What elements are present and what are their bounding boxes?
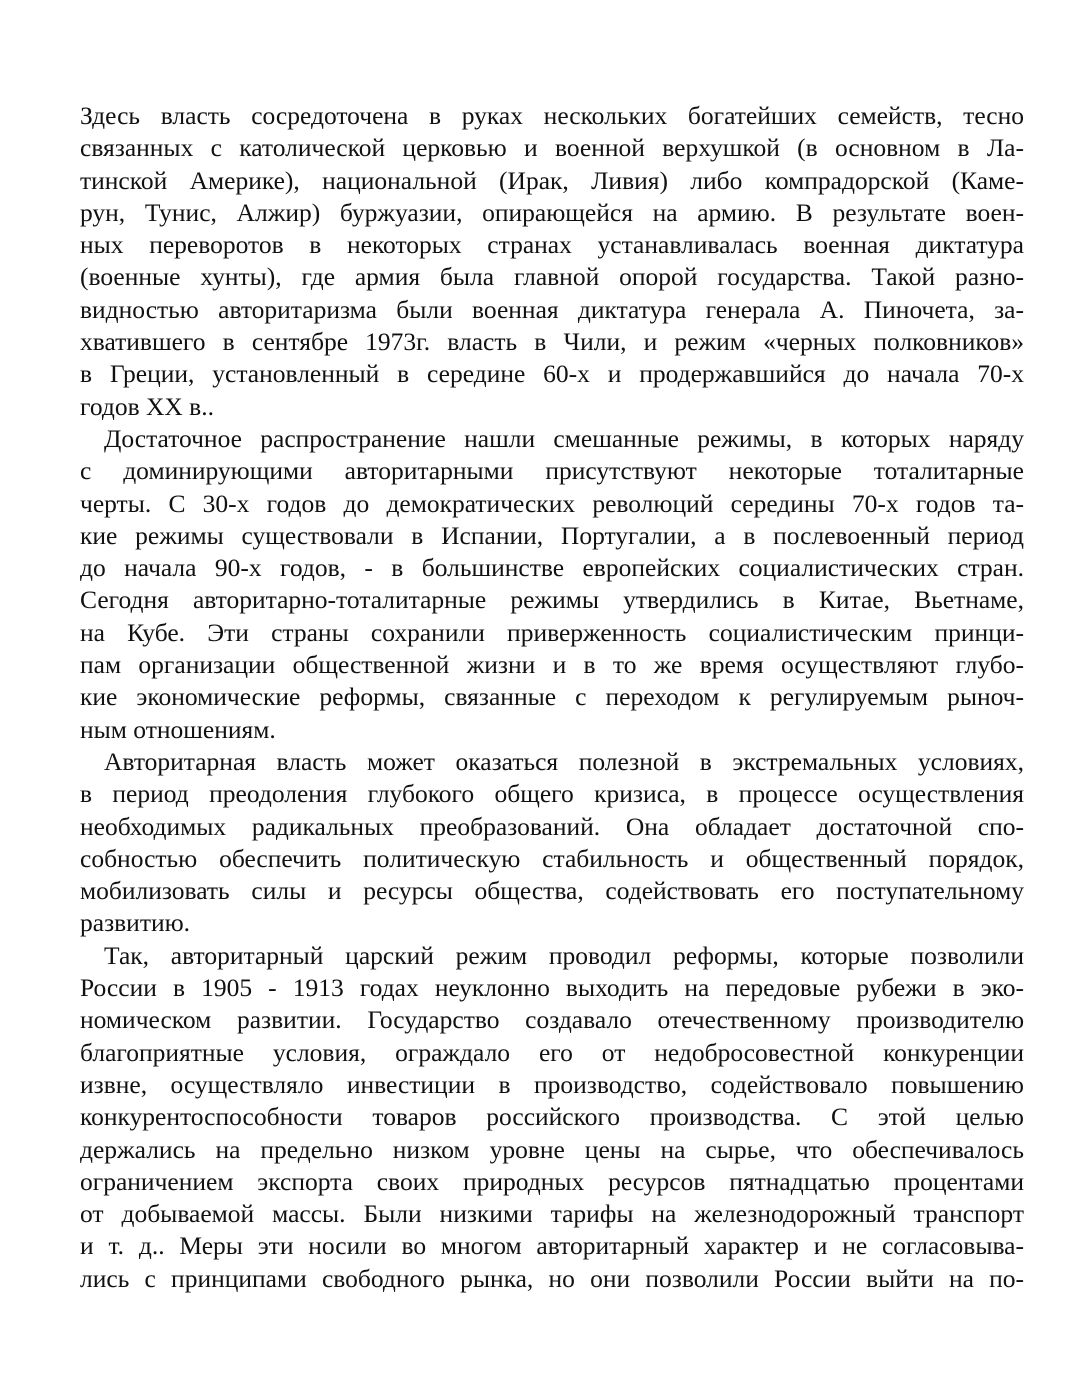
text-line: извне, осуществляло инвестиции в производство, содействовало повышению xyxy=(80,1069,1024,1099)
text-line: на Кубе. Эти страны сохранили приверженность социалистическим принци- xyxy=(80,617,1024,647)
text-line: кие режимы существовали в Испании, Португалии, а в послевоенный период xyxy=(80,520,1024,550)
text-line: ным отношениям. xyxy=(80,714,276,744)
paragraph-3 xyxy=(80,746,1024,940)
text-line: до начала 90-х годов, - в большинстве европейских социалистических стран. xyxy=(80,553,1024,583)
paragraph-1 xyxy=(80,100,1024,423)
text-line: Здесь власть сосредоточена в руках нескольких богатейших семейств, тесно xyxy=(80,101,1024,130)
text-line: Авторитарная власть может оказаться полезной в экстремальных условиях, xyxy=(104,746,1024,776)
text-line: ных переворотов в некоторых странах устанавливалась военная диктатура xyxy=(80,230,1024,260)
text-line: Так, авторитарный царский режим проводил реформы, которые позволили xyxy=(104,940,1024,970)
text-line: тинской Америке), национальной (Ирак, Ливия) либо компрадорской (Каме- xyxy=(80,165,1024,195)
text-line: связанных с католической церковью и военной верхушкой (в основном в Ла- xyxy=(80,133,1024,163)
text-line: (военные хунты), где армия была главной опорой государства. Такой разно- xyxy=(80,262,1024,292)
text-line: от добываемой массы. Были низкими тарифы на железнодорожный транспорт xyxy=(80,1199,1024,1229)
text-line: ограничением экспорта своих природных ресурсов пятнадцатью процентами xyxy=(80,1166,1024,1196)
text-line: в период преодоления глубокого общего кризиса, в процессе осуществления xyxy=(80,779,1024,809)
text-line: номическом развитии. Государство создавало отечественному производителю xyxy=(80,1005,1024,1035)
document-page xyxy=(80,100,1024,1295)
text-line: рун, Тунис, Алжир) буржуазии, опирающейся на армию. В результате воен- xyxy=(80,197,1024,227)
text-line: мобилизовать силы и ресурсы общества, содействовать его поступательному xyxy=(80,876,1024,906)
text-line: черты. С 30-х годов до демократических революций середины 70-х годов та- xyxy=(80,488,1024,518)
text-line: в Греции, установленный в середине 60-х и продержавшийся до начала 70-х xyxy=(80,359,1024,389)
text-line: пам организации общественной жизни и в то же время осуществляют глубо- xyxy=(80,650,1024,680)
text-line: развитию. xyxy=(80,908,191,938)
text-line: собностью обеспечить политическую стабильность и общественный порядок, xyxy=(80,843,1024,873)
text-line: видностью авторитаризма были военная диктатура генерала А. Пиночета, за- xyxy=(80,294,1024,324)
text-line: держались на предельно низком уровне цены на сырье, что обеспечивалось xyxy=(80,1134,1024,1164)
text-line: Сегодня авторитарно-тоталитарные режимы утвердились в Китае, Вьетнаме, xyxy=(80,585,1024,615)
text-line: необходимых радикальных преобразований. Она обладает достаточной спо- xyxy=(80,811,1024,841)
text-line: России в 1905 - 1913 годах неуклонно выходить на передовые рубежи в эко- xyxy=(80,973,1024,1003)
text-line: и т. д.. Меры эти носили во многом авторитарный характер и не согласовыва- xyxy=(80,1231,1024,1261)
text-line: конкурентоспособности товаров российского производства. С этой целью xyxy=(80,1102,1024,1132)
text-line: благоприятные условия, ограждало его от недобросовестной конкуренции xyxy=(80,1037,1024,1067)
text-line: с доминирующими авторитарными присутствуют некоторые тоталитарные xyxy=(80,456,1024,486)
text-line: кие экономические реформы, связанные с переходом к регулируемым рыноч- xyxy=(80,682,1024,712)
paragraph-2 xyxy=(80,423,1024,746)
paragraph-4-continued xyxy=(80,940,1024,1295)
text-line: годов XX в.. xyxy=(80,391,214,421)
text-line: хватившего в сентябре 1973г. власть в Чили, и режим «черных полковников» xyxy=(80,327,1024,357)
text-line: Достаточное распространение нашли смешанные режимы, в которых наряду xyxy=(104,423,1024,453)
text-line: лись с принципами свободного рынка, но они позволили России выйти на по- xyxy=(80,1263,1024,1293)
